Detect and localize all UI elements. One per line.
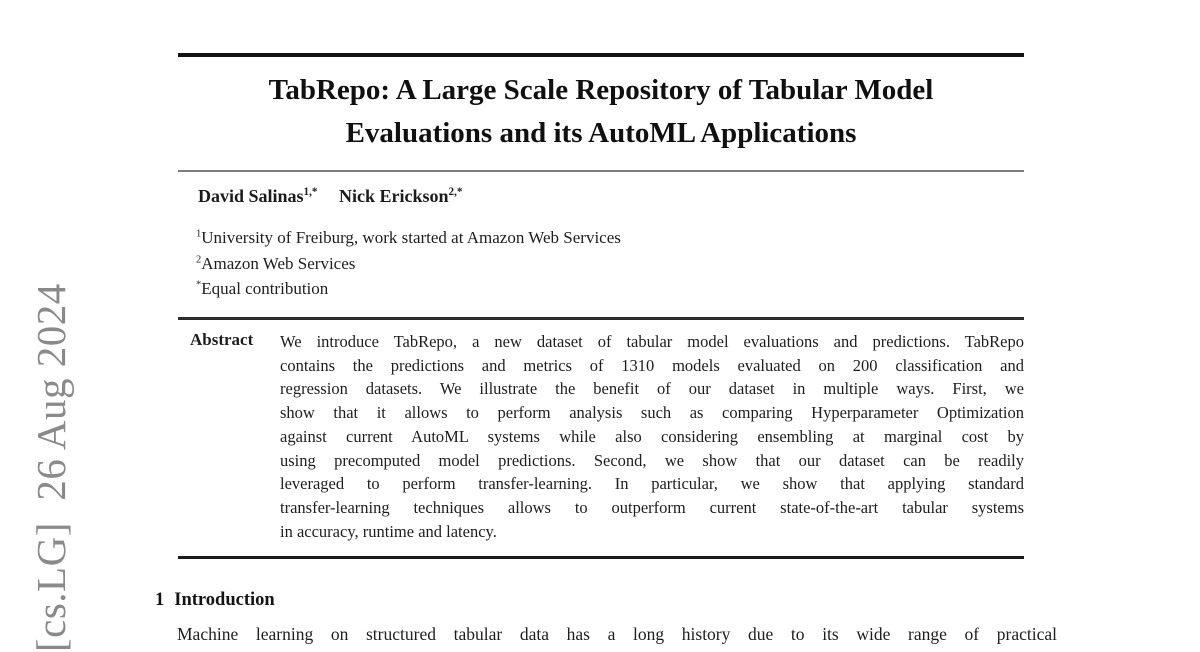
affiliation-text: Amazon Web Services — [201, 253, 356, 273]
abstract-bottom-rule — [178, 556, 1024, 559]
affiliation-line — [196, 276, 621, 302]
arxiv-category-date-watermark: [cs.LG] 26 Aug 2024 — [28, 283, 74, 652]
paper-title-line-1: TabRepo: A Large Scale Repository of Tabular Model — [268, 74, 934, 106]
abstract-line: in accuracy, runtime and latency. — [280, 521, 497, 541]
affiliation-marker: * — [196, 279, 202, 291]
abstract-line: against current AutoML systems while also considering ensembling at marginal cost by — [280, 426, 1024, 446]
paper-title-line-2: Evaluations and its AutoML Applications — [345, 117, 857, 149]
affiliation-marker: 1 — [196, 228, 202, 240]
author-nick-erickson — [339, 186, 462, 206]
abstract-line: leveraged to perform transfer-learning. In particular, we show that applying standard — [280, 474, 1024, 494]
abstract-label: Abstract — [190, 330, 254, 349]
title-author-separator-rule — [178, 170, 1024, 172]
affiliation-text: Equal contribution — [201, 279, 329, 299]
header-top-rule — [178, 53, 1024, 57]
author-affiliation-superscript: 2,* — [448, 186, 463, 198]
affiliation-marker: 2 — [196, 253, 202, 265]
abstract-line: regression datasets. We illustrate the benefit of our dataset in multiple ways. First, we — [280, 379, 1024, 399]
author-name: Nick Erickson — [339, 186, 449, 206]
affiliation-line — [196, 251, 621, 277]
author-line — [198, 186, 462, 207]
abstract-top-rule — [178, 317, 1024, 320]
abstract-line: using precomputed model predictions. Second, we show that our dataset can be readily — [280, 450, 1024, 470]
section-number: 1 — [155, 590, 165, 610]
abstract-line: show that it allows to perform analysis such as comparing Hyperparameter Optimization — [280, 403, 1024, 423]
introduction-paragraph-line: Machine learning on structured tabular data has a long history due to its wide range of practical — [177, 624, 1057, 644]
abstract-line: contains the predictions and metrics of 1310 models evaluated on 200 classification and — [280, 355, 1024, 375]
affiliation-line — [196, 225, 621, 251]
section-heading-introduction — [155, 590, 275, 611]
abstract-text — [280, 330, 1024, 543]
affiliation-block — [196, 225, 621, 302]
section-title: Introduction — [174, 590, 275, 610]
author-name: David Salinas — [198, 186, 304, 206]
affiliation-text: University of Freiburg, work started at Amazon Web Services — [201, 228, 621, 247]
author-affiliation-superscript: 1,* — [303, 186, 318, 198]
paper-title — [178, 69, 1024, 155]
abstract-line: We introduce TabRepo, a new dataset of tabular model evaluations and predictions. TabRepo — [280, 332, 1024, 351]
author-david-salinas — [198, 186, 318, 206]
abstract-line: transfer-learning techniques allows to outperform current state-of-the-art tabular systems — [280, 497, 1024, 517]
